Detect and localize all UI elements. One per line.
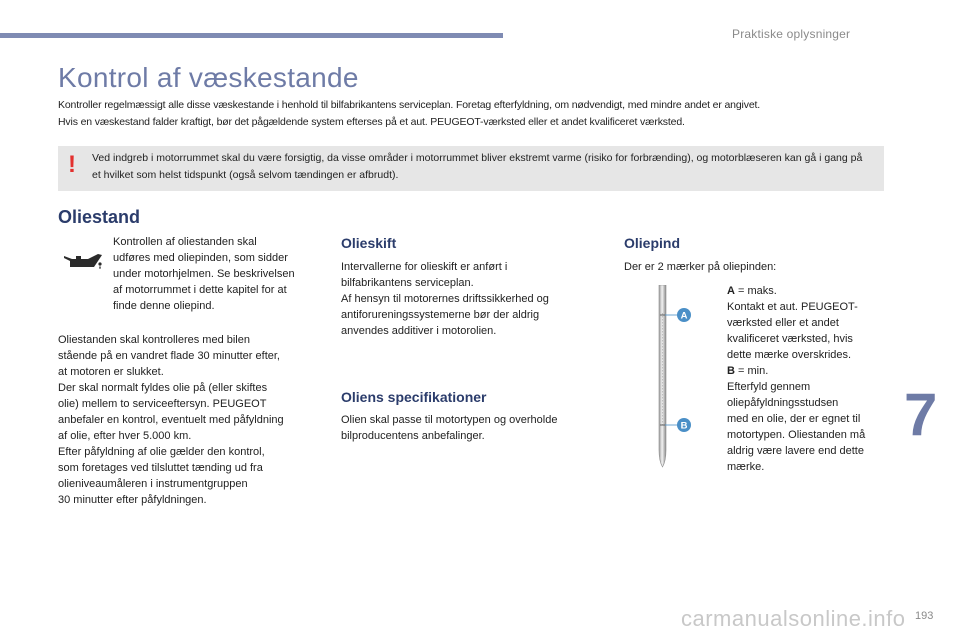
warning-box (58, 146, 884, 191)
marker-a-key: A (727, 285, 735, 297)
marker-b-description: = min. Efterfyld gennem oliepåfyldningsstudsen med en olie, der er egnet til motortypen. Oliestanden må aldrig være lavere end dette mærke. (727, 365, 866, 473)
intro-text (58, 97, 878, 131)
marker-b-label: B (680, 420, 688, 432)
watermark: carmanualsonline.info (681, 606, 906, 631)
page-title: Kontrol af væskestande (58, 62, 359, 93)
heading-oliepind: Oliepind (624, 235, 680, 251)
dipstick-illustration (650, 285, 700, 470)
oliestand-body: Oliestanden skal kontrolleres med bilen stående på en vandret flade 30 minutter efter, at motoren er slukket. Der skal normalt fyldes olie på (eller skiftes olie) mellem to serviceeftersyn. PEUGEOT anbefaler en kontrol, eventuelt med påfyldning af olie, efter hver 5.000 km. Efter påfyldning af olie gælder den kontrol, som foretages ved tilsluttet tænding ud fra olieniveaumåleren i instrumentgruppen 30 minutter efter påfyldningen. (58, 334, 284, 506)
intro-line-1: Kontroller regelmæssigt alle disse væskestande i henhold til bilfabrikantens serviceplan. Foretag efterfyldning, om nødvendigt, med mindre andet er angivet. (58, 99, 761, 111)
page-number: 193 (915, 610, 934, 622)
oliestand-intro: Kontrollen af oliestanden skal udføres med oliepinden, som sidder under motorhjelmen. Se beskrivelsen af motorrummet i dette kapitel for at finde denne oliepind. (113, 236, 295, 312)
heading-olieskift: Olieskift (341, 235, 397, 251)
marker-a-description: = maks. Kontakt et aut. PEUGEOT- værksted eller et andet kvalificeret værksted, hvis dette mærke overskrides. (727, 285, 858, 361)
olieskift-body: Intervallerne for olieskift er anført i bilfabrikantens serviceplan. Af hensyn til motorernes driftssikkerhed og antiforureningssystemerne bør der aldrig anvendes additiver i motorolien. (341, 261, 549, 337)
marker-b-key: B (727, 365, 735, 377)
oliepind-intro: Der er 2 mærker på oliepinden: (624, 261, 777, 273)
intro-line-2: Hvis en væskestand falder kraftigt, bør det pågældende system efterses på et aut. PEUGEOT-værksted eller et andet kvalificeret værksted. (58, 116, 685, 128)
warning-icon: ! (68, 151, 76, 178)
header-accent-bar (0, 33, 503, 38)
marker-b-icon (677, 418, 691, 432)
marker-a-icon (677, 308, 691, 322)
oil-can-icon (62, 250, 104, 272)
oliens-specifikationer-body: Olien skal passe til motortypen og overholde bilproducentens anbefalinger. (341, 414, 558, 442)
warning-text: Ved indgreb i motorrummet skal du være forsigtig, da visse områder i motorrummet bliver ekstremt varme (risiko for forbrænding), og motorblæseren kan gå i gang på et hvilket som helst tidspunkt (også selvom tændingen er afbrudt). (92, 152, 863, 181)
oliepind-marker-descriptions (727, 283, 887, 475)
heading-oliens-specifikationer: Oliens specifikationer (341, 389, 487, 405)
heading-oliestand: Oliestand (58, 207, 141, 227)
section-header: Praktiske oplysninger (732, 27, 851, 41)
marker-a-label: A (680, 310, 688, 322)
chapter-number: 7 (904, 381, 938, 448)
